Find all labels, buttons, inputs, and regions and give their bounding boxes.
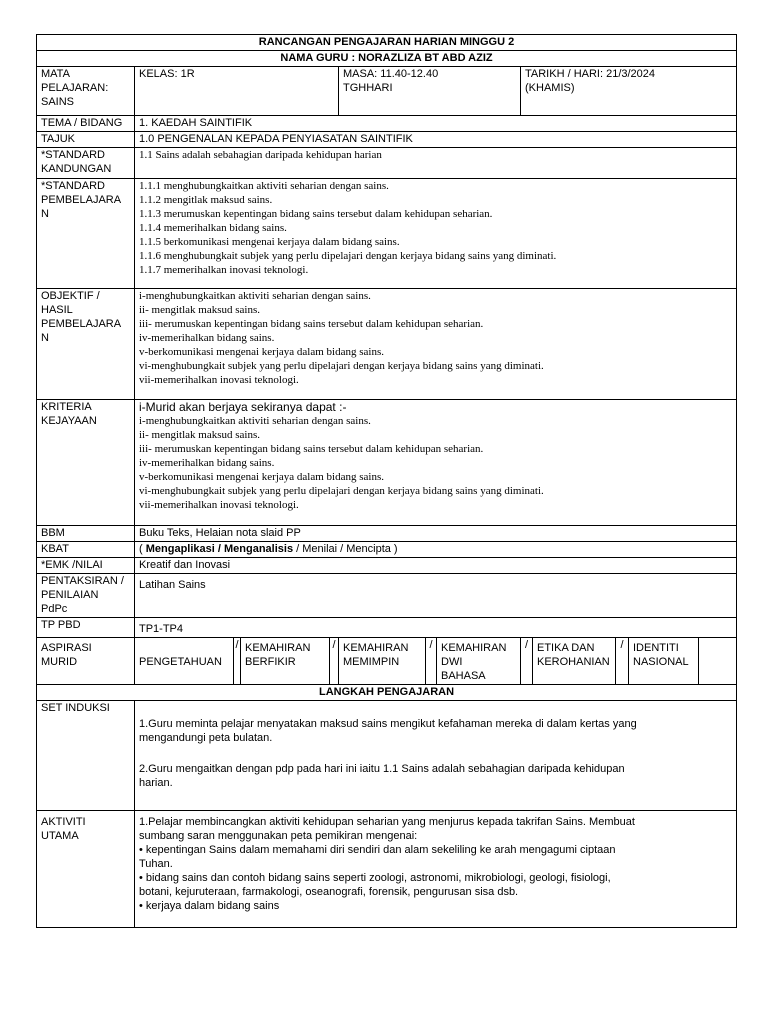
list-item: 1.1.5 berkomunikasi mengenai kerjaya dalam bidang sains. [139,236,400,248]
standard-pembelajaran-list [135,179,737,289]
tema-value: 1. KAEDAH SAINTIFIK [135,116,737,132]
aspirasi-item: PENGETAHUAN [135,638,234,685]
list-item: 1.1.6 menghubungkait subjek yang perlu dipelajari dengan kerjaya bidang sains yang diminati. [139,250,557,262]
aspirasi-label: ASPIRASI MURID [37,638,135,685]
set-induksi-content: 1.Guru meminta pelajar menyatakan maksud sains mengikut kefahaman mereka di dalam kertas yang mengandungi peta bulatan. 2.Guru mengaitkan dengan pdp pada hari ini iaitu 1.1 Sains adalah sebahagian daripada kehidupan harian. [135,701,737,811]
section-title: LANGKAH PENGAJARAN [37,685,737,701]
tajuk-value: 1.0 PENGENALAN KEPADA PENYIASATAN SAINTIFIK [135,132,737,148]
set-induksi-label: SET INDUKSI [37,701,135,811]
aktiviti-utama-label: AKTIVITI UTAMA [37,811,135,928]
aspirasi-item: KEMAHIRAN BERFIKIR [241,638,330,685]
list-item: 1.1.1 menghubungkaitkan aktiviti seharian dengan sains. [139,180,389,192]
list-item: 1.1.2 mengitlak maksud sains. [139,194,273,206]
kbat-label: KBAT [37,542,135,558]
list-item: 1.1.3 merumuskan kepentingan bidang sains tersebut dalam kehidupan seharian. [139,208,493,220]
empty-cell [699,638,737,685]
pentaksiran-value: Latihan Sains [135,574,737,618]
list-item: ii- mengitlak maksud sains. [139,429,260,441]
document-title: RANCANGAN PENGAJARAN HARIAN MINGGU 2 [37,35,737,51]
aktiviti-utama-content: 1.Pelajar membincangkan aktiviti kehidupan seharian yang menjurus kepada takrifan Sains. Membuat sumbang saran menggunakan peta pemikiran mengenai: • kepentingan Sains dalam memahami diri sendiri dan alam sekeliling ke arah mengagumi ciptaan Tuhan. • bidang sains dan contoh bidang sains seperti zoologi, astronomi, mikrobiologi, geologi, fisiologi, botani, kejuruteraan, farmakologi, oseanografi, forensik, pengurusan sisa dsb. • kerjaya dalam bidang sains [135,811,737,928]
aspirasi-item: ETIKA DAN KEROHANIAN [533,638,616,685]
kriteria-label: KRITERIA KEJAYAAN [37,400,135,526]
bbm-label: BBM [37,526,135,542]
list-item: 1.1.4 memerihalkan bidang sains. [139,222,287,234]
list-item: 1.1.7 memerihalkan inovasi teknologi. [139,264,309,276]
list-item: i-menghubungkaitkan aktiviti seharian dengan sains. [139,290,371,302]
tp-label: TP PBD [37,618,135,638]
standard-pembelajaran-label: *STANDARD PEMBELAJARA N [37,179,135,289]
list-item: vii-memerihalkan inovasi teknologi. [139,374,299,386]
standard-kandungan-label: *STANDARD KANDUNGAN [37,148,135,179]
tp-value: TP1-TP4 [135,618,737,638]
subject-label: MATA PELAJARAN: SAINS [37,67,135,116]
time-cell: MASA: 11.40-12.40 TGHHARI [339,67,521,116]
list-item: ii- mengitlak maksud sains. [139,304,260,316]
list-item: iii- merumuskan kepentingan bidang sains tersebut dalam kehidupan seharian. [139,318,484,330]
list-item: i-menghubungkaitkan aktiviti seharian dengan sains. [139,415,371,427]
emk-label: *EMK /NILAI [37,558,135,574]
aspirasi-item: KEMAHIRAN DWI BAHASA [437,638,521,685]
list-item: v-berkomunikasi mengenai kerjaya dalam bidang sains. [139,346,384,358]
teacher-name: NAMA GURU : NORAZLIZA BT ABD AZIZ [37,51,737,67]
list-item: v-berkomunikasi mengenai kerjaya dalam bidang sains. [139,471,384,483]
objektif-label: OBJEKTIF / HASIL PEMBELAJARA N [37,289,135,400]
separator: / [616,638,629,685]
tajuk-label: TAJUK [37,132,135,148]
pentaksiran-label: PENTAKSIRAN / PENILAIAN PdPc [37,574,135,618]
separator: / [426,638,437,685]
bbm-value: Buku Teks, Helaian nota slaid PP [135,526,737,542]
aspirasi-item: IDENTITI NASIONAL [629,638,699,685]
separator: / [234,638,241,685]
standard-kandungan-value: 1.1 Sains adalah sebahagian daripada kehidupan harian [135,148,737,179]
separator: / [521,638,533,685]
class-cell: KELAS: 1R [135,67,339,116]
separator: / [330,638,339,685]
date-cell: TARIKH / HARI: 21/3/2024 (KHAMIS) [521,67,737,116]
list-item: iv-memerihalkan bidang sains. [139,332,275,344]
list-item: vii-memerihalkan inovasi teknologi. [139,499,299,511]
aspirasi-item: KEMAHIRAN MEMIMPIN [339,638,426,685]
kriteria-intro: i-Murid akan berjaya sekiranya dapat :- [139,400,347,414]
list-item: vi-menghubungkait subjek yang perlu dipelajari dengan kerjaya bidang sains yang diminati. [139,485,544,497]
tema-label: TEMA / BIDANG [37,116,135,132]
objektif-list [135,289,737,400]
kriteria-list [135,400,737,526]
emk-value: Kreatif dan Inovasi [135,558,737,574]
kbat-value: ( Mengaplikasi / Menganalisis / Menilai / Mencipta ) [135,542,737,558]
list-item: iv-memerihalkan bidang sains. [139,457,275,469]
kbat-selected: Mengaplikasi / Menganalisis [145,543,294,555]
list-item: vi-menghubungkait subjek yang perlu dipelajari dengan kerjaya bidang sains yang diminati. [139,360,544,372]
list-item: iii- merumuskan kepentingan bidang sains tersebut dalam kehidupan seharian. [139,443,484,455]
lesson-plan-table [36,34,737,928]
